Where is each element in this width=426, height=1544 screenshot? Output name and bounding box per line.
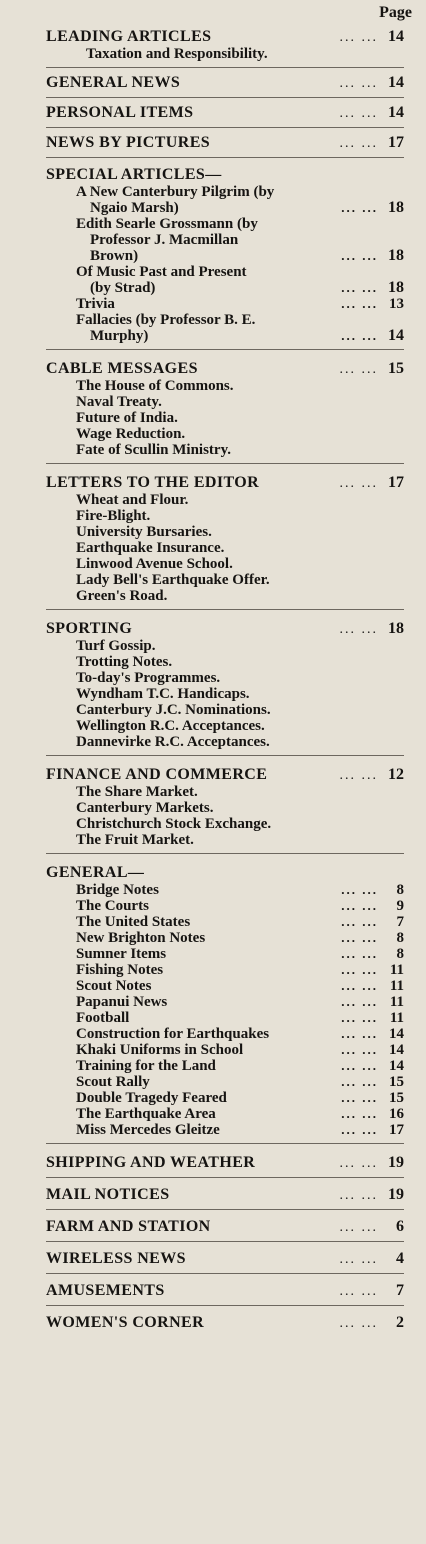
toc-entry xyxy=(46,296,404,312)
section-title: LETTERS TO THE EDITOR xyxy=(46,474,260,491)
dot-leader: ... ... xyxy=(341,1090,378,1105)
dot-leader: ... ... xyxy=(339,362,378,377)
section-page-number: 14 xyxy=(388,28,404,45)
section-page-number: 6 xyxy=(396,1218,404,1235)
section-subitem: To-day's Programmes. xyxy=(76,670,221,686)
dot-leader: ... ... xyxy=(341,946,378,961)
section-page-number: 17 xyxy=(388,474,404,491)
entry-label: New Brighton Notes xyxy=(76,930,206,946)
section-subitem: Green's Road. xyxy=(76,588,168,604)
entry-page-number: 11 xyxy=(389,1010,404,1026)
page-column-header: Page xyxy=(379,4,412,21)
section-title: CABLE MESSAGES xyxy=(46,360,198,377)
entry-label: Fishing Notes xyxy=(76,962,164,978)
dot-leader: ... ... xyxy=(339,1284,378,1299)
entry-label: Double Tragedy Feared xyxy=(76,1090,227,1106)
entry-page-number: 11 xyxy=(389,994,404,1010)
toc-entry xyxy=(46,1106,404,1122)
entry-label-continuation xyxy=(76,248,404,264)
section-subitem: Lady Bell's Earthquake Offer. xyxy=(76,572,270,588)
entry-label: Sumner Items xyxy=(76,946,167,962)
entry-label-line: Ngaio Marsh) xyxy=(90,200,179,216)
section-subitem: Fate of Scullin Ministry. xyxy=(76,442,231,458)
section-title: PERSONAL ITEMS xyxy=(46,104,194,121)
entry-label-continuation xyxy=(76,200,404,216)
section-title: FINANCE AND COMMERCE xyxy=(46,766,268,783)
section-subitem: The Share Market. xyxy=(76,784,198,800)
entry-label: Bridge Notes xyxy=(76,882,159,898)
toc-entry xyxy=(46,914,404,930)
entry-label-continuation xyxy=(76,328,404,344)
entry-page-number: 16 xyxy=(389,1106,404,1122)
section-page-number: 14 xyxy=(388,74,404,91)
section-title: SPORTING xyxy=(46,620,133,637)
entry-label-line: Murphy) xyxy=(90,328,149,344)
dot-leader: ... ... xyxy=(339,1188,378,1203)
toc-entry xyxy=(46,978,404,994)
section-heading-row xyxy=(46,134,404,152)
section-subitem: Wyndham T.C. Handicaps. xyxy=(76,686,250,702)
section-subitem: Earthquake Insurance. xyxy=(76,540,225,556)
entry-page-number: 11 xyxy=(389,962,404,978)
toc-entry xyxy=(46,1058,404,1074)
entry-label: The United States xyxy=(76,914,191,930)
dot-leader: ... ... xyxy=(341,1042,378,1057)
section-heading-row xyxy=(46,74,404,92)
toc-section xyxy=(46,98,404,128)
section-title: GENERAL NEWS xyxy=(46,74,181,91)
dot-leader: ... ... xyxy=(341,328,378,343)
toc-section xyxy=(46,68,404,98)
toc-section xyxy=(46,1210,404,1242)
dot-leader: ... ... xyxy=(339,30,378,45)
dot-leader: ... ... xyxy=(341,1074,378,1089)
section-subitem: Linwood Avenue School. xyxy=(76,556,233,572)
entry-label-continuation xyxy=(76,232,404,248)
section-subitem: Naval Treaty. xyxy=(76,394,162,410)
toc-entry xyxy=(46,1042,404,1058)
toc-entry xyxy=(46,216,404,264)
section-title: LEADING ARTICLES xyxy=(46,28,212,45)
section-heading-row xyxy=(46,620,404,638)
toc-entry xyxy=(46,1090,404,1106)
entry-page-number: 18 xyxy=(388,199,404,216)
section-heading-row xyxy=(46,766,404,784)
entry-label: The Courts xyxy=(76,898,149,914)
entry-page-number: 13 xyxy=(389,296,404,312)
entry-page-number: 14 xyxy=(388,327,404,344)
entry-label: Of Music Past and Present xyxy=(76,264,247,280)
entry-label: A New Canterbury Pilgrim (by xyxy=(76,184,275,200)
dot-leader: ... ... xyxy=(341,978,378,993)
entry-page-number: 14 xyxy=(389,1042,404,1058)
section-heading-row xyxy=(46,1250,404,1268)
dot-leader: ... ... xyxy=(341,994,378,1009)
dot-leader: ... ... xyxy=(341,1058,378,1073)
section-subitem: The House of Commons. xyxy=(76,378,234,394)
entry-label: Football xyxy=(76,1010,130,1026)
section-title: GENERAL— xyxy=(46,864,145,881)
section-subitem: Dannevirke R.C. Acceptances. xyxy=(76,734,270,750)
toc-section xyxy=(46,350,404,464)
section-page-number: 7 xyxy=(396,1282,404,1299)
toc-section xyxy=(46,128,404,158)
entry-page-number: 15 xyxy=(389,1090,404,1106)
toc-section xyxy=(46,1178,404,1210)
section-page-number: 15 xyxy=(388,360,404,377)
entry-page-number: 8 xyxy=(396,946,404,962)
dot-leader: ... ... xyxy=(341,248,378,263)
dot-leader: ... ... xyxy=(341,1026,378,1041)
section-subitem: Trotting Notes. xyxy=(76,654,173,670)
section-page-number: 19 xyxy=(388,1154,404,1171)
dot-leader: ... ... xyxy=(339,622,378,637)
section-title: AMUSEMENTS xyxy=(46,1282,165,1299)
section-subitem: Canterbury Markets. xyxy=(76,800,214,816)
dot-leader: ... ... xyxy=(341,930,378,945)
dot-leader: ... ... xyxy=(339,1156,378,1171)
entry-page-number: 17 xyxy=(389,1122,404,1138)
section-subitem: Taxation and Responsibility. xyxy=(86,46,268,62)
entry-page-number: 14 xyxy=(389,1026,404,1042)
toc-entry xyxy=(46,1026,404,1042)
toc-section xyxy=(46,756,404,854)
section-title: NEWS BY PICTURES xyxy=(46,134,211,151)
toc-section xyxy=(46,1274,404,1306)
toc-entry xyxy=(46,312,404,344)
toc-section xyxy=(46,1144,404,1178)
section-subitem: Christchurch Stock Exchange. xyxy=(76,816,272,832)
dot-leader: ... ... xyxy=(341,280,378,295)
toc-section xyxy=(46,610,404,756)
toc-section xyxy=(46,464,404,610)
entry-page-number: 18 xyxy=(388,279,404,296)
section-subitem: The Fruit Market. xyxy=(76,832,194,848)
toc-entry xyxy=(46,1074,404,1090)
section-page-number: 18 xyxy=(388,620,404,637)
toc-section xyxy=(46,24,404,68)
section-subitem: Canterbury J.C. Nominations. xyxy=(76,702,271,718)
section-page-number: 17 xyxy=(388,134,404,151)
dot-leader: ... ... xyxy=(339,1220,378,1235)
toc-entry xyxy=(46,946,404,962)
dot-leader: ... ... xyxy=(339,106,378,121)
section-title: WOMEN'S CORNER xyxy=(46,1314,205,1331)
entry-label: Papanui News xyxy=(76,994,168,1010)
section-heading-row xyxy=(46,864,404,882)
toc-entry xyxy=(46,898,404,914)
entry-label-continuation xyxy=(76,280,404,296)
section-subitem: Wage Reduction. xyxy=(76,426,186,442)
section-subitem: Future of India. xyxy=(76,410,178,426)
entry-page-number: 8 xyxy=(396,882,404,898)
entry-label: Miss Mercedes Gleitze xyxy=(76,1122,220,1138)
entry-label: Training for the Land xyxy=(76,1058,216,1074)
section-title: MAIL NOTICES xyxy=(46,1186,170,1203)
toc-entry xyxy=(46,962,404,978)
entry-label-line: Brown) xyxy=(90,248,139,264)
dot-leader: ... ... xyxy=(339,1316,378,1331)
dot-leader: ... ... xyxy=(339,476,378,491)
section-page-number: 4 xyxy=(396,1250,404,1267)
section-subitem: Turf Gossip. xyxy=(76,638,156,654)
dot-leader: ... ... xyxy=(341,882,378,897)
section-heading-row xyxy=(46,1282,404,1300)
toc-section xyxy=(46,1306,404,1337)
section-title: FARM AND STATION xyxy=(46,1218,211,1235)
section-heading-row xyxy=(46,166,404,184)
section-page-number: 19 xyxy=(388,1186,404,1203)
entry-label: Khaki Uniforms in School xyxy=(76,1042,244,1058)
toc-section xyxy=(46,158,404,350)
dot-leader: ... ... xyxy=(341,296,378,311)
dot-leader: ... ... xyxy=(339,76,378,91)
entry-page-number: 9 xyxy=(396,898,404,914)
table-of-contents xyxy=(46,24,404,1337)
toc-entry xyxy=(46,264,404,296)
entry-label: Edith Searle Grossmann (by xyxy=(76,216,258,232)
section-subitem: University Bursaries. xyxy=(76,524,212,540)
entry-page-number: 15 xyxy=(389,1074,404,1090)
section-title: WIRELESS NEWS xyxy=(46,1250,186,1267)
toc-entry xyxy=(46,930,404,946)
section-heading-row xyxy=(46,474,404,492)
dot-leader: ... ... xyxy=(339,1252,378,1267)
section-title: SHIPPING AND WEATHER xyxy=(46,1154,256,1171)
section-heading-row xyxy=(46,1314,404,1332)
dot-leader: ... ... xyxy=(339,768,378,783)
entry-label: Construction for Earthquakes xyxy=(76,1026,270,1042)
section-heading-row xyxy=(46,104,404,122)
dot-leader: ... ... xyxy=(341,1106,378,1121)
entry-page-number: 8 xyxy=(396,930,404,946)
section-title: SPECIAL ARTICLES— xyxy=(46,166,222,183)
dot-leader: ... ... xyxy=(341,962,378,977)
toc-entry xyxy=(46,994,404,1010)
dot-leader: ... ... xyxy=(341,898,378,913)
section-heading-row xyxy=(46,1186,404,1204)
entry-page-number: 11 xyxy=(389,978,404,994)
dot-leader: ... ... xyxy=(341,200,378,215)
toc-section xyxy=(46,854,404,1144)
dot-leader: ... ... xyxy=(341,1122,378,1137)
section-heading-row xyxy=(46,1218,404,1236)
section-heading-row xyxy=(46,1154,404,1172)
section-subitem: Wheat and Flour. xyxy=(76,492,189,508)
entry-page-number: 7 xyxy=(396,914,404,930)
toc-entry xyxy=(46,882,404,898)
dot-leader: ... ... xyxy=(339,136,378,151)
entry-label: Scout Rally xyxy=(76,1074,150,1090)
entry-label: The Earthquake Area xyxy=(76,1106,216,1122)
section-heading-row xyxy=(46,28,404,46)
toc-section xyxy=(46,1242,404,1274)
entry-page-number: 14 xyxy=(389,1058,404,1074)
entry-label: Scout Notes xyxy=(76,978,152,994)
toc-entry xyxy=(46,1122,404,1138)
entry-label-line: Professor J. Macmillan xyxy=(90,232,239,248)
section-subitem: Wellington R.C. Acceptances. xyxy=(76,718,265,734)
section-heading-row xyxy=(46,360,404,378)
dot-leader: ... ... xyxy=(341,914,378,929)
entry-page-number: 18 xyxy=(388,247,404,264)
dot-leader: ... ... xyxy=(341,1010,378,1025)
section-subitem: Fire-Blight. xyxy=(76,508,151,524)
section-page-number: 12 xyxy=(388,766,404,783)
toc-entry xyxy=(46,184,404,216)
entry-label-line: (by Strad) xyxy=(90,280,156,296)
section-page-number: 14 xyxy=(388,104,404,121)
entry-label: Trivia xyxy=(76,296,115,312)
toc-entry xyxy=(46,1010,404,1026)
section-page-number: 2 xyxy=(396,1314,404,1331)
entry-label: Fallacies (by Professor B. E. xyxy=(76,312,256,328)
